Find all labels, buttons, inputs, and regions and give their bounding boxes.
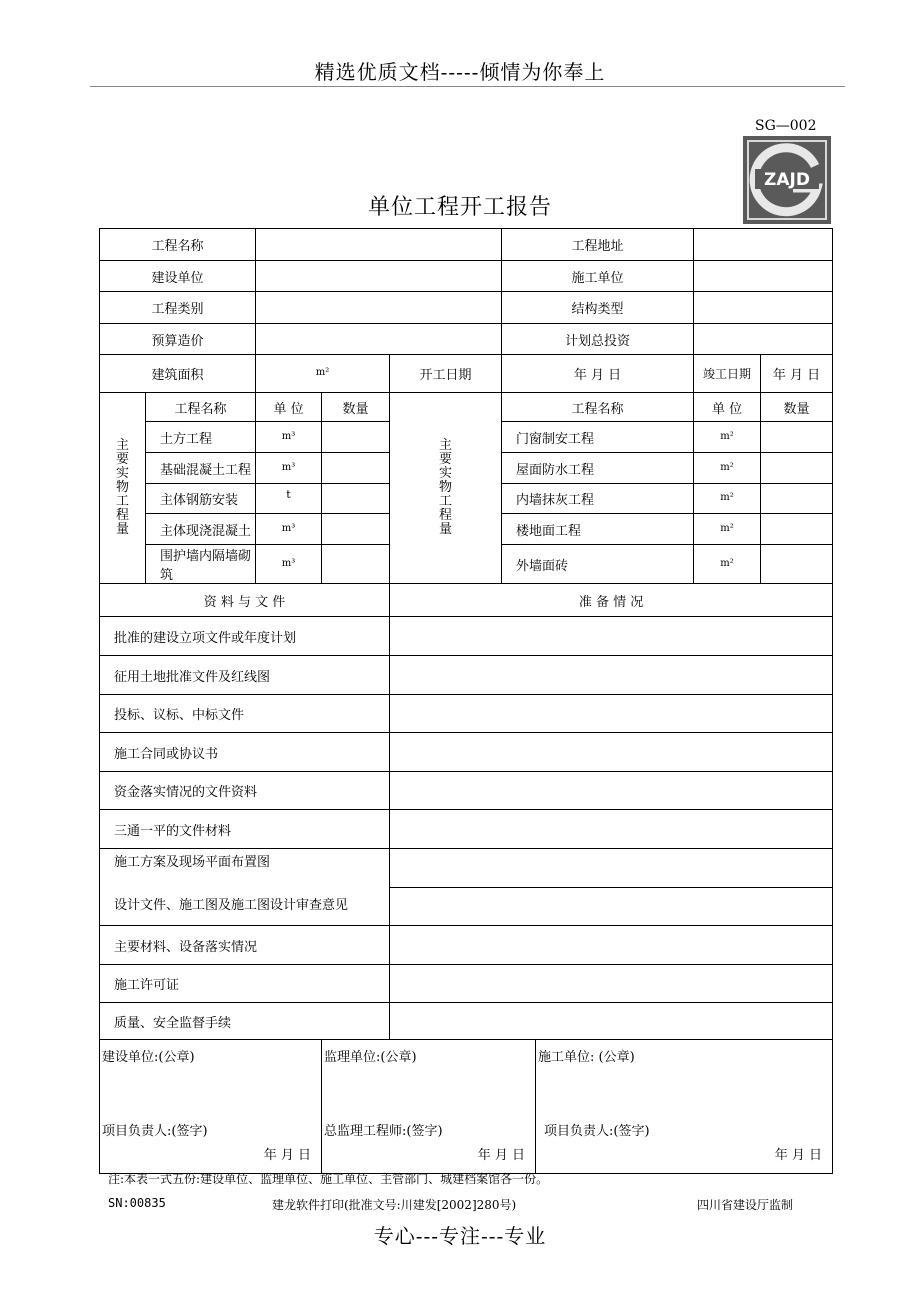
owner-date: 年 月 日 [263,1148,312,1163]
distribution-note: 注:本表一式五份:建设单位、监理单位、施工单位、主管部门、城建档案馆各一份。 [108,1172,549,1186]
qty-right-unit: m² [694,422,761,453]
row-budget [100,324,833,355]
doc-label: 三通一平的文件材料 [100,810,390,849]
label-project-name: 工程名称 [100,229,256,261]
doc-row [100,695,833,733]
quantities-side-label-right: 主要实物工程量 [390,393,502,584]
label-budget-cost: 预算造价 [100,324,256,355]
doc-row [100,617,833,656]
area-unit: m² [315,367,330,378]
field-planned-investment[interactable] [694,324,833,355]
field-owner-unit[interactable] [256,261,502,292]
row-signatures [100,1040,833,1174]
signature-owner[interactable] [100,1040,322,1174]
print-info: 建龙软件打印(批准文号:川建发[2002]280号) [272,1198,517,1212]
qty-right-unit: m² [694,484,761,514]
label-construction-unit: 施工单位 [502,261,694,292]
field-project-address[interactable] [694,229,833,261]
qty-left-value[interactable] [322,422,390,453]
doc-status[interactable] [390,810,833,849]
qty-left-unit: m³ [256,453,322,484]
field-project-name[interactable] [256,229,502,261]
field-budget-cost[interactable] [256,324,502,355]
doc-row [100,926,833,965]
field-construction-unit[interactable] [694,261,833,292]
row-project-category [100,292,833,324]
qty-col-qty-right: 数量 [761,393,833,422]
row-documents-header [100,584,833,617]
header-divider [90,86,845,87]
doc-row [100,1003,833,1040]
serial-number: SN:00835 [108,1196,166,1210]
doc-status[interactable] [390,849,833,888]
qty-col-name-right: 工程名称 [502,393,694,422]
supervisor-date: 年 月 日 [477,1148,526,1163]
qty-right-name: 楼地面工程 [502,514,694,545]
qty-left-name: 主体钢筋安装 [146,484,256,514]
row-quantity-header [100,393,833,422]
doc-label: 征用土地批准文件及红线图 [100,656,390,695]
qty-left-name: 主体现浇混凝土 [146,514,256,545]
header-banner: 精选优质文档-----倾情为你奉上 [314,60,606,84]
qty-left-value[interactable] [322,514,390,545]
qty-left-value[interactable] [322,545,390,584]
label-building-area: 建筑面积 [100,355,256,393]
qty-right-value[interactable] [761,422,833,453]
qty-left-name: 基础混凝土工程 [146,453,256,484]
supervisor-seal-label: 监理单位:(公章) [324,1050,417,1065]
qty-left-value[interactable] [322,453,390,484]
docs-col-status: 准 备 情 况 [390,584,833,617]
qty-right-unit: m² [694,514,761,545]
label-planned-investment: 计划总投资 [502,324,694,355]
qty-col-name-left: 工程名称 [146,393,256,422]
qty-left-unit: m³ [256,545,322,584]
doc-row [100,965,833,1003]
doc-label: 施工合同或协议书 [100,733,390,772]
qty-right-name: 门窗制安工程 [502,422,694,453]
field-finish-date[interactable]: 年 月 日 [761,355,833,393]
doc-status[interactable] [390,926,833,965]
doc-label-combined [100,849,390,926]
doc-row [100,772,833,810]
doc-row [100,656,833,695]
doc-label: 施工方案及现场平面布置图 [114,855,271,870]
qty-right-unit: m² [694,545,761,584]
field-start-date[interactable]: 年 月 日 [502,355,694,393]
qty-left-unit: m³ [256,514,322,545]
issuing-authority: 四川省建设厅监制 [697,1198,794,1212]
qty-right-value[interactable] [761,545,833,584]
field-building-area[interactable] [256,355,390,393]
label-project-address: 工程地址 [502,229,694,261]
footer-banner: 专心---专注---专业 [373,1224,547,1248]
form-code: SG—002 [755,118,817,134]
signature-contractor[interactable] [536,1040,833,1174]
docs-col-docs: 资 料 与 文 件 [100,584,390,617]
label-owner-unit: 建设单位 [100,261,256,292]
qty-right-name: 内墙抹灰工程 [502,484,694,514]
owner-seal-label: 建设单位:(公章) [102,1050,195,1065]
owner-person-label: 项目负责人:(签字) [102,1124,208,1139]
doc-label: 投标、议标、中标文件 [100,695,390,733]
qty-left-name: 土方工程 [146,422,256,453]
label-finish-date: 竣工日期 [694,355,761,393]
qty-col-unit-right: 单 位 [694,393,761,422]
doc-status[interactable] [390,965,833,1003]
doc-status[interactable] [390,772,833,810]
label-start-date: 开工日期 [390,355,502,393]
qty-col-unit-left: 单 位 [256,393,322,422]
contractor-seal-label: 施工单位: (公章) [538,1050,635,1065]
label-structure-type: 结构类型 [502,292,694,324]
qty-left-unit: m³ [256,422,322,453]
quantities-side-label-left: 主要实物工程量 [100,393,146,584]
signature-supervisor[interactable] [322,1040,536,1174]
doc-row [100,810,833,849]
doc-status[interactable] [390,695,833,733]
qty-right-name: 屋面防水工程 [502,453,694,484]
qty-right-value[interactable] [761,484,833,514]
logo-text: ZAJD [764,170,810,190]
doc-label: 质量、安全监督手续 [100,1003,390,1040]
doc-status[interactable] [390,617,833,656]
qty-col-qty-left: 数量 [322,393,390,422]
contractor-date: 年 月 日 [774,1148,823,1163]
doc-status[interactable] [390,1003,833,1040]
qty-left-name: 围护墙内隔墙砌筑 [146,545,256,584]
contractor-person-label: 项目负责人:(签字) [544,1124,650,1139]
row-project-name [100,229,833,261]
supervisor-person-label: 总监理工程师:(签字) [324,1124,443,1139]
doc-row [100,849,833,888]
qty-right-value[interactable] [761,453,833,484]
field-structure-type[interactable] [694,292,833,324]
doc-label: 施工许可证 [100,965,390,1003]
doc-label: 批准的建设立项文件或年度计划 [100,617,390,656]
document-title: 单位工程开工报告 [367,195,552,220]
qty-left-unit: t [256,484,322,514]
qty-left-value[interactable] [322,484,390,514]
start-report-form [99,228,833,1174]
doc-row [100,733,833,772]
qty-right-name: 外墙面砖 [502,545,694,584]
row-owner-unit [100,261,833,292]
doc-status[interactable] [390,733,833,772]
qty-right-unit: m² [694,453,761,484]
field-project-category[interactable] [256,292,502,324]
doc-label: 资金落实情况的文件资料 [100,772,390,810]
doc-label: 主要材料、设备落实情况 [100,926,390,965]
doc-status[interactable] [390,656,833,695]
qty-right-value[interactable] [761,514,833,545]
label-project-category: 工程类别 [100,292,256,324]
doc-label: 设计文件、施工图及施工图设计审查意见 [114,898,349,913]
row-area-dates [100,355,833,393]
doc-status[interactable] [390,887,833,926]
